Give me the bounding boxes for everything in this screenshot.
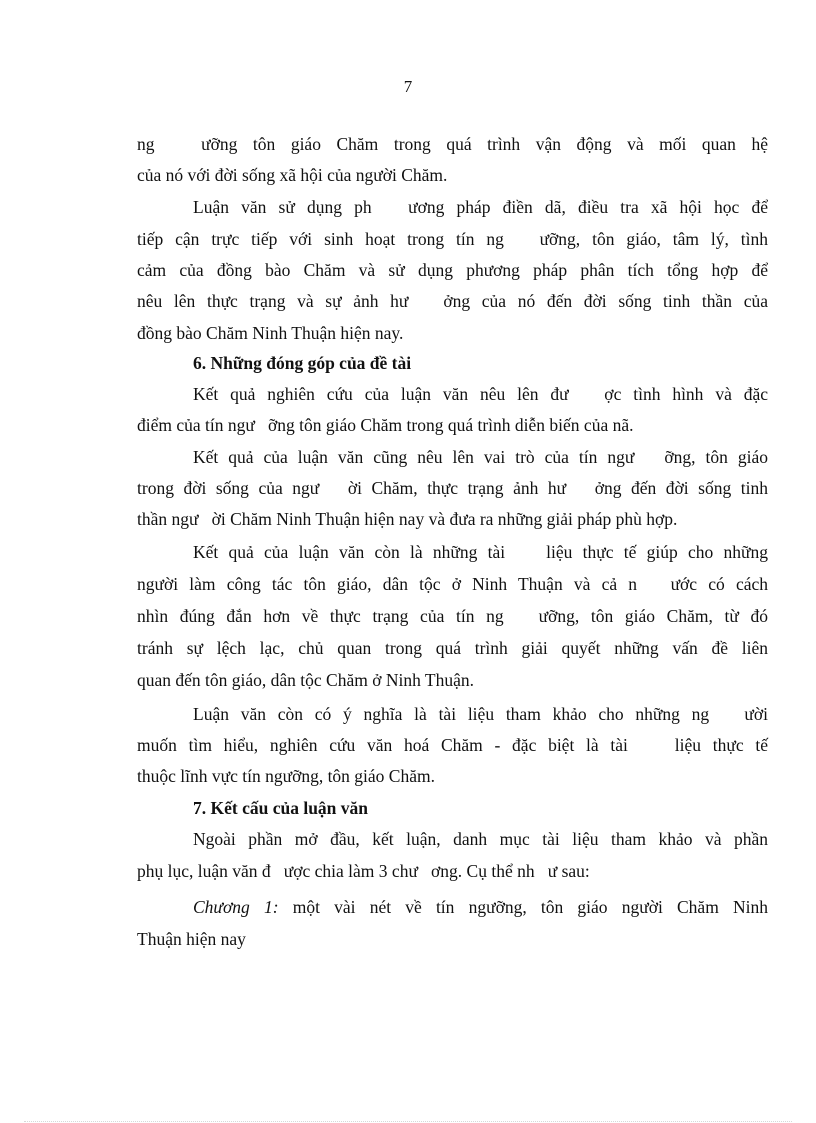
paragraph-line: tiếp cận trực tiếp với sinh hoạt trong tín ng ưỡng, tôn giáo, tâm lý, tình (137, 229, 768, 249)
paragraph-line: Kết quả nghiên cứu của luận văn nêu lên đư ợc tình hình và đặc (193, 384, 768, 404)
paragraph-line: ng ưỡng tôn giáo Chăm trong quá trình vận động và mối quan hệ (137, 134, 768, 154)
paragraph-line: nhìn đúng đắn hơn về thực trạng của tín ng ưỡng, tôn giáo Chăm, từ đó (137, 606, 768, 626)
section-heading: 7. Kết cấu của luận văn (193, 798, 369, 818)
paragraph-line: Kết quả của luận văn còn là những tài liệu thực tế giúp cho những (193, 542, 768, 562)
paragraph-line: Luận văn sử dụng ph ương pháp điền dã, điều tra xã hội học để (193, 197, 768, 217)
page-bottom-rule (24, 1121, 792, 1122)
paragraph-line: Thuận hiện nay (137, 929, 246, 949)
chapter-description: một vài nét về tín ngưỡng, tôn giáo người Chăm Ninh (278, 897, 768, 917)
paragraph-line: phụ lục, luận văn đ ược chia làm 3 chư ơng. Cụ thể nh ư sau: (137, 861, 590, 881)
paragraph-line: cảm của đồng bào Chăm và sử dụng phương pháp phân tích tổng hợp để (137, 260, 768, 280)
paragraph-line: Luận văn còn có ý nghĩa là tài liệu tham khảo cho những ng ười (193, 704, 768, 724)
paragraph-line: Kết quả của luận văn cũng nêu lên vai trò của tín ngư ỡng, tôn giáo (193, 447, 768, 467)
page-number: 7 (403, 77, 413, 96)
paragraph-line: tránh sự lệch lạc, chủ quan trong quá trình giải quyết những vấn đề liên (137, 638, 768, 658)
paragraph-line: quan đến tôn giáo, dân tộc Chăm ở Ninh Thuận. (137, 670, 474, 690)
paragraph-line: người làm công tác tôn giáo, dân tộc ở Ninh Thuận và cả n ước có cách (137, 574, 768, 594)
paragraph-line (193, 895, 768, 919)
paragraph-line: điểm của tín ngư ỡng tôn giáo Chăm trong quá trình diễn biến của nã. (137, 415, 634, 435)
chapter-label: Chương 1: (193, 897, 279, 917)
paragraph-line: Ngoài phần mở đầu, kết luận, danh mục tài liệu tham khảo và phần (193, 829, 768, 849)
section-heading: 6. Những đóng góp của đề tài (193, 353, 412, 373)
paragraph-line: trong đời sống của ngư ời Chăm, thực trạng ảnh hư ởng đến đời sống tinh (137, 478, 768, 498)
paragraph-line: muốn tìm hiểu, nghiên cứu văn hoá Chăm - đặc biệt là tài liệu thực tế (137, 735, 768, 755)
paragraph-line: đồng bào Chăm Ninh Thuận hiện nay. (137, 323, 404, 343)
paragraph-line: của nó với đời sống xã hội của người Chăm. (137, 165, 448, 185)
paragraph-line: thần ngư ời Chăm Ninh Thuận hiện nay và đưa ra những giải pháp phù hợp. (137, 509, 678, 529)
paragraph-line: thuộc lĩnh vực tín ngưỡng, tôn giáo Chăm. (137, 766, 435, 786)
paragraph-line: nêu lên thực trạng và sự ảnh hư ởng của nó đến đời sống tinh thần của (137, 291, 768, 311)
